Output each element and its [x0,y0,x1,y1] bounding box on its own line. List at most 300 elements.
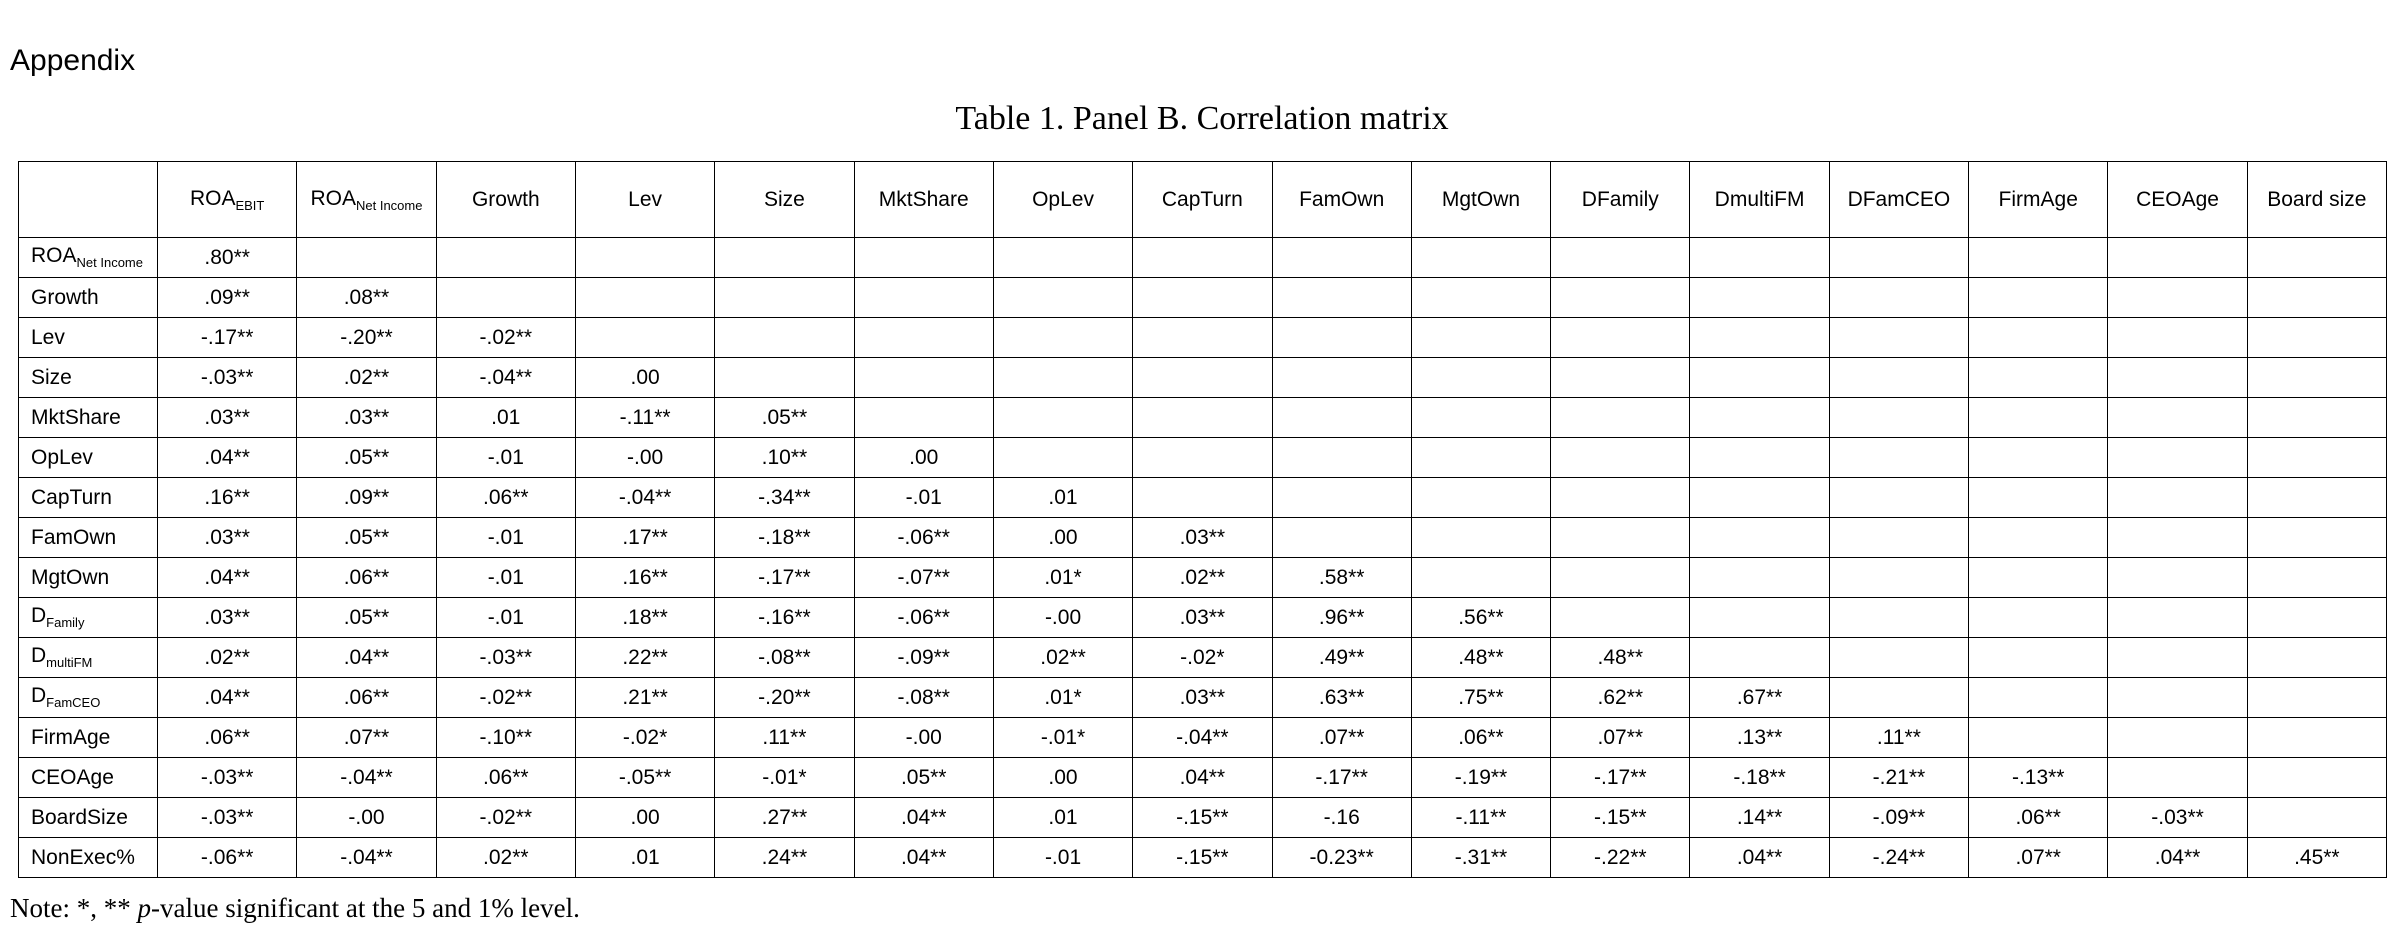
column-header: OpLev [993,162,1132,238]
table-cell [2247,438,2386,478]
table-cell [2108,638,2247,678]
table-cell [1969,718,2108,758]
table-cell: .96** [1272,598,1411,638]
table-cell: .05** [715,398,854,438]
table-cell [2247,398,2386,438]
table-cell [2247,638,2386,678]
table-cell [1272,318,1411,358]
table-cell: .13** [1690,718,1829,758]
table-cell: .45** [2247,838,2386,878]
table-cell: .04** [158,558,297,598]
table-row [19,558,2387,598]
column-header: Lev [575,162,714,238]
table-cell [1272,518,1411,558]
table-cell: -.02** [436,798,575,838]
table-row [19,238,2387,278]
table-cell: -.00 [854,718,993,758]
corner-cell [19,162,158,238]
table-cell [1969,398,2108,438]
table-cell [1133,278,1272,318]
table-cell [1551,478,1690,518]
table-cell: .58** [1272,558,1411,598]
row-header: FamOwn [19,518,158,558]
table-cell: -.17** [158,318,297,358]
table-cell: .16** [158,478,297,518]
table-cell: .02** [436,838,575,878]
table-cell: .05** [854,758,993,798]
table-cell: .01 [993,478,1132,518]
header-row [19,162,2387,238]
table-cell [2108,318,2247,358]
table-cell: -.10** [436,718,575,758]
table-cell [2108,598,2247,638]
table-cell: -.17** [715,558,854,598]
row-header: CapTurn [19,478,158,518]
table-cell [1411,558,1550,598]
table-row [19,358,2387,398]
row-header: MktShare [19,398,158,438]
table-cell: .00 [854,438,993,478]
table-cell: -.03** [436,638,575,678]
table-cell: -.17** [1551,758,1690,798]
table-cell: .27** [715,798,854,838]
table-cell: -.15** [1133,838,1272,878]
table-cell [2247,358,2386,398]
table-cell: -.07** [854,558,993,598]
column-header [158,162,297,238]
appendix-heading: Appendix [10,44,136,77]
table-cell [2108,678,2247,718]
table-cell [1829,278,1968,318]
table-cell [2108,398,2247,438]
table-cell: .21** [575,678,714,718]
table-cell: .06** [1411,718,1550,758]
table-cell [854,238,993,278]
table-cell [1551,598,1690,638]
table-cell: -.18** [715,518,854,558]
table-cell: -.18** [1690,758,1829,798]
table-cell [2247,318,2386,358]
row-header: Growth [19,278,158,318]
table-cell: .06** [1969,798,2108,838]
row-header: NonExec% [19,838,158,878]
table-cell [1272,478,1411,518]
table-cell: .02** [1133,558,1272,598]
table-cell [1690,358,1829,398]
table-cell: .17** [575,518,714,558]
column-header: MgtOwn [1411,162,1550,238]
row-header-base: D [31,684,47,708]
table-cell: -.04** [297,838,436,878]
table-cell: .03** [1133,598,1272,638]
column-header: FirmAge [1969,162,2108,238]
table-row [19,838,2387,878]
table-cell [1969,558,2108,598]
row-header: FirmAge [19,718,158,758]
table-cell: -.34** [715,478,854,518]
table-cell: -.06** [158,838,297,878]
table-caption: Table 1. Panel B. Correlation matrix [955,100,1449,137]
table-cell: -.17** [1272,758,1411,798]
table-row [19,278,2387,318]
table-cell: -.24** [1829,838,1968,878]
table-cell [2108,438,2247,478]
row-header [19,598,158,638]
table-cell [1411,318,1550,358]
table-cell: -.16 [1272,798,1411,838]
table-cell [575,318,714,358]
table-cell: .01* [993,558,1132,598]
table-cell [715,318,854,358]
table-cell [1690,638,1829,678]
table-cell: .62** [1551,678,1690,718]
table-cell: -.04** [297,758,436,798]
column-header: DmultiFM [1690,162,1829,238]
table-cell: .00 [575,358,714,398]
table-cell: -.01 [993,838,1132,878]
table-cell [1829,478,1968,518]
table-cell: -.01 [436,518,575,558]
table-cell: -.01 [436,438,575,478]
table-cell [575,238,714,278]
table-cell [2247,598,2386,638]
table-cell: .04** [854,838,993,878]
table-cell: .00 [993,758,1132,798]
table-cell [715,358,854,398]
table-cell [854,398,993,438]
table-cell: .03** [158,518,297,558]
table-cell [575,278,714,318]
table-cell: -.31** [1411,838,1550,878]
row-header [19,238,158,278]
table-cell [1272,398,1411,438]
table-cell [1133,438,1272,478]
table-cell: -.04** [1133,718,1272,758]
table-cell [1690,398,1829,438]
column-header-subscript: EBIT [235,197,265,213]
column-header-base: ROA [310,186,356,210]
table-cell: .06** [297,558,436,598]
row-header: Lev [19,318,158,358]
column-header [297,162,436,238]
table-cell [1133,358,1272,398]
table-cell: .63** [1272,678,1411,718]
table-cell [1969,678,2108,718]
table-cell: -.04** [436,358,575,398]
table-cell [1133,318,1272,358]
table-cell: -.03** [158,758,297,798]
table-cell [1690,478,1829,518]
table-cell [1829,678,1968,718]
table-cell [2108,358,2247,398]
table-cell [2108,718,2247,758]
table-cell: -.21** [1829,758,1968,798]
table-row [19,518,2387,558]
table-cell: -.00 [575,438,714,478]
table-cell [1829,558,1968,598]
column-header: MktShare [854,162,993,238]
table-cell: .05** [297,518,436,558]
table-cell: .01* [993,678,1132,718]
table-row [19,478,2387,518]
table-cell: .01 [436,398,575,438]
table-cell [715,238,854,278]
table-cell [1133,238,1272,278]
table-cell [1969,638,2108,678]
table-cell [993,358,1132,398]
table-cell [2108,558,2247,598]
table-cell [1551,438,1690,478]
table-cell [1551,558,1690,598]
table-cell: .00 [993,518,1132,558]
table-cell: .04** [1690,838,1829,878]
table-cell: -.20** [715,678,854,718]
row-header-subscript: multiFM [46,655,93,671]
table-cell: -.08** [854,678,993,718]
table-cell [1690,438,1829,478]
table-cell [1969,238,2108,278]
table-cell: .07** [1272,718,1411,758]
table-cell: .07** [1969,838,2108,878]
row-header: Size [19,358,158,398]
table-note [10,893,580,924]
table-cell: -.01 [436,558,575,598]
table-cell: -.11** [575,398,714,438]
table-cell [1551,318,1690,358]
table-cell [1690,318,1829,358]
column-header: DFamily [1551,162,1690,238]
row-header [19,638,158,678]
column-header: Board size [2247,162,2386,238]
table-cell: .01 [575,838,714,878]
table-cell [1411,358,1550,398]
table-cell: .05** [297,598,436,638]
table-cell [1272,278,1411,318]
table-cell [993,318,1132,358]
table-cell: -.13** [1969,758,2108,798]
table-cell: -.11** [1411,798,1550,838]
table-cell: -.05** [575,758,714,798]
table-cell [1411,278,1550,318]
table-cell [854,318,993,358]
table-cell: -.01* [993,718,1132,758]
row-header-subscript: Net Income [76,255,143,271]
table-cell: .11** [715,718,854,758]
table-row [19,638,2387,678]
table-cell [1829,238,1968,278]
table-cell: -.03** [2108,798,2247,838]
table-cell [854,358,993,398]
table-cell: .06** [436,478,575,518]
table-cell [1411,478,1550,518]
table-row [19,318,2387,358]
table-cell: .04** [1133,758,1272,798]
table-cell [2247,278,2386,318]
table-cell [2247,798,2386,838]
column-header: Size [715,162,854,238]
table-cell: .16** [575,558,714,598]
table-cell: .67** [1690,678,1829,718]
table-cell: -.02** [436,678,575,718]
table-cell: -.02* [1133,638,1272,678]
table-row [19,718,2387,758]
table-cell [297,238,436,278]
table-cell: -.09** [854,638,993,678]
table-cell [1551,238,1690,278]
table-cell [1411,438,1550,478]
table-cell [715,278,854,318]
table-cell: .08** [297,278,436,318]
table-cell [1829,398,1968,438]
table-cell [993,238,1132,278]
row-header: BoardSize [19,798,158,838]
column-header: CEOAge [2108,162,2247,238]
table-row [19,598,2387,638]
table-cell: -.03** [158,358,297,398]
table-cell [1690,238,1829,278]
column-header-subscript: Net Income [355,197,423,213]
table-cell: -.06** [854,598,993,638]
table-cell: .03** [158,598,297,638]
table-cell: -.16** [715,598,854,638]
table-cell [1133,398,1272,438]
table-cell: -.15** [1133,798,1272,838]
table-cell [1272,238,1411,278]
row-header-base: D [31,604,47,628]
table-cell: -.03** [158,798,297,838]
table-cell [2247,558,2386,598]
table-cell [2247,758,2386,798]
table-cell: .48** [1551,638,1690,678]
table-cell [2108,758,2247,798]
column-header-base: ROA [189,186,236,210]
table-cell: .00 [575,798,714,838]
table-cell [1829,438,1968,478]
table-row [19,678,2387,718]
table-cell: -.00 [993,598,1132,638]
table-cell [436,278,575,318]
table-cell [1411,238,1550,278]
row-header-base: D [31,644,47,668]
table-cell: -.09** [1829,798,1968,838]
table-cell: .80** [158,238,297,278]
table-cell [2247,518,2386,558]
table-cell [1551,398,1690,438]
table-cell [1969,318,2108,358]
table-cell: .02** [297,358,436,398]
table-cell: .48** [1411,638,1550,678]
table-cell: -.02** [436,318,575,358]
table-cell [1551,358,1690,398]
table-cell [2108,278,2247,318]
column-header: DFamCEO [1829,162,1968,238]
table-cell: -.02* [575,718,714,758]
table-cell: .09** [297,478,436,518]
table-cell [1969,518,2108,558]
table-cell: .10** [715,438,854,478]
table-cell: .06** [436,758,575,798]
table-cell: .04** [158,678,297,718]
table-cell: -.01* [715,758,854,798]
table-cell [1551,518,1690,558]
table-cell: .09** [158,278,297,318]
table-cell [1829,358,1968,398]
table-cell: .03** [1133,518,1272,558]
table-cell: .49** [1272,638,1411,678]
table-cell [1829,518,1968,558]
table-cell: .03** [1133,678,1272,718]
column-header: Growth [436,162,575,238]
table-cell: .03** [158,398,297,438]
table-row [19,438,2387,478]
table-cell [1690,558,1829,598]
table-cell [2108,238,2247,278]
note-italic-p: p [137,893,151,923]
table-cell [436,238,575,278]
row-header: MgtOwn [19,558,158,598]
table-cell [993,278,1132,318]
table-cell: .75** [1411,678,1550,718]
table-cell: -.08** [715,638,854,678]
table-cell [2247,478,2386,518]
row-header [19,678,158,718]
row-header: OpLev [19,438,158,478]
table-cell: .07** [297,718,436,758]
table-cell [1969,478,2108,518]
table-cell: .18** [575,598,714,638]
row-header-subscript: Family [46,615,85,631]
table-cell: .56** [1411,598,1550,638]
table-cell [1690,598,1829,638]
table-cell [2247,238,2386,278]
table-cell [1411,398,1550,438]
row-header: CEOAge [19,758,158,798]
correlation-matrix-table [18,161,2387,878]
table-cell: .24** [715,838,854,878]
table-cell: -.15** [1551,798,1690,838]
row-header-base: ROA [31,244,77,268]
table-cell: .02** [993,638,1132,678]
table-cell: .04** [297,638,436,678]
table-cell: .04** [158,438,297,478]
table-cell: .14** [1690,798,1829,838]
table-cell: -.19** [1411,758,1550,798]
column-header: CapTurn [1133,162,1272,238]
table-cell [1969,278,2108,318]
table-cell: .04** [2108,838,2247,878]
table-cell: -.01 [854,478,993,518]
table-cell: .03** [297,398,436,438]
table-row [19,798,2387,838]
table-cell: .02** [158,638,297,678]
table-cell [1272,438,1411,478]
table-body [19,238,2387,878]
table-cell: -.22** [1551,838,1690,878]
table-cell [1411,518,1550,558]
table-cell [1551,278,1690,318]
table-cell [1969,598,2108,638]
table-cell: .06** [297,678,436,718]
table-cell: .04** [854,798,993,838]
table-row [19,398,2387,438]
column-header: FamOwn [1272,162,1411,238]
table-cell [2247,678,2386,718]
table-cell: .22** [575,638,714,678]
table-cell: .06** [158,718,297,758]
table-row [19,758,2387,798]
table-cell [1272,358,1411,398]
table-cell: -.04** [575,478,714,518]
